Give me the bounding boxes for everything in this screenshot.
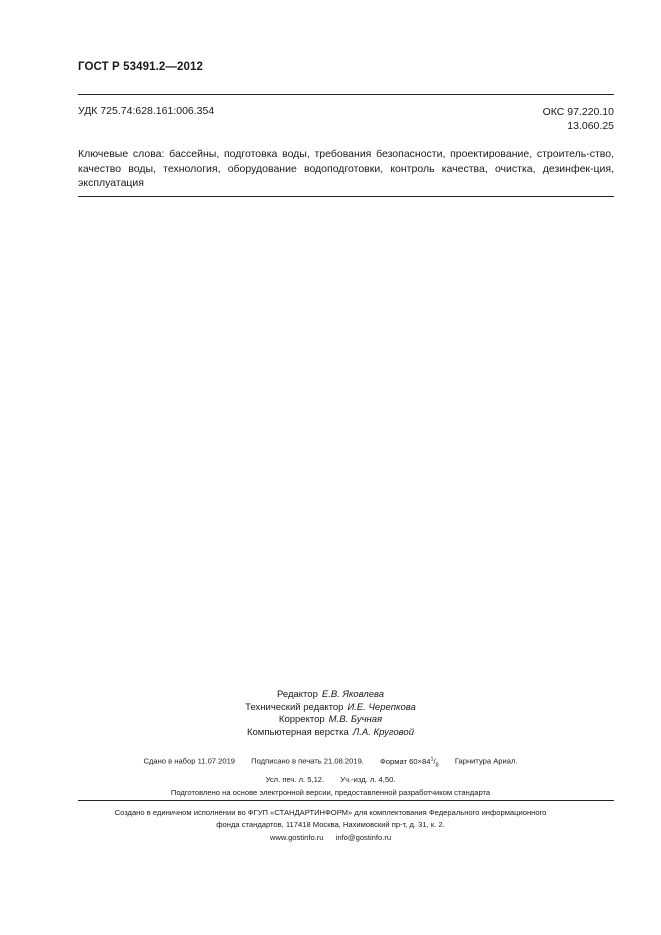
oks-code-2: 13.060.25 <box>567 120 614 132</box>
udk-code: УДК 725.74:628.161:006.354 <box>78 105 215 117</box>
credit-corrector: Корректор М.В. Бучная <box>278 714 383 726</box>
footer-contacts <box>0 832 661 844</box>
print-info-row-2 <box>0 773 661 787</box>
prepared-note: Подготовлено на основе электронной версии, предоставленной разработчиком стандарта <box>170 788 491 798</box>
standard-number: ГОСТ Р 53491.2—2012 <box>78 61 203 73</box>
print-sheets: Усл. печ. л. 5,12. <box>265 774 325 784</box>
publisher-sheets: Уч.-изд. л. 4,50. <box>340 774 396 784</box>
oks-code-1: ОКС 97.220.10 <box>542 106 614 118</box>
paper-format: Формат $60\times 84^1/_8$ <box>380 756 439 769</box>
email-link[interactable]: info@gostinfo.ru <box>335 832 392 842</box>
footer-line-1: Создано в единичном исполнении во ФГУП «СТАНДАРТИНФОРМ» для комплектования Федерального информационного <box>114 808 547 817</box>
credit-editor: Редактор Е.В. Яковлева <box>276 689 385 700</box>
print-info-row-1 <box>0 753 661 773</box>
publisher-footer <box>0 807 661 844</box>
keywords-paragraph: Ключевые слова: бассейны, подготовка воды, требования безопасности, проектирование, строитель-ство, качество воды, технология, оборудование водоподготовки, контроль качества, очистка, дезинфек-ция, эксплуатация <box>78 148 614 190</box>
print-info-block <box>0 753 661 800</box>
oks-codes <box>543 105 614 133</box>
typeface: Гарнитура Ариал. <box>454 756 518 766</box>
credit-tech-editor: Технический редактор И.Е. Черепкова <box>245 701 416 713</box>
footer-divider <box>78 800 614 801</box>
footer-line-2: фонда стандартов, 117418 Москва, Нахимовский пр-т, д. 31, к. 2. <box>216 820 445 830</box>
submitted-date: Сдано в набор 11.07.2019 <box>143 756 236 766</box>
top-divider <box>78 94 614 95</box>
keywords-divider <box>78 196 614 197</box>
credits-block <box>0 689 661 739</box>
signed-date: Подписано в печать 21.08.2019. <box>251 756 364 766</box>
website-link[interactable]: www.gostinfo.ru <box>269 832 324 842</box>
credit-layout: Компьютерная верстка Л.А. Круговой <box>246 726 414 738</box>
